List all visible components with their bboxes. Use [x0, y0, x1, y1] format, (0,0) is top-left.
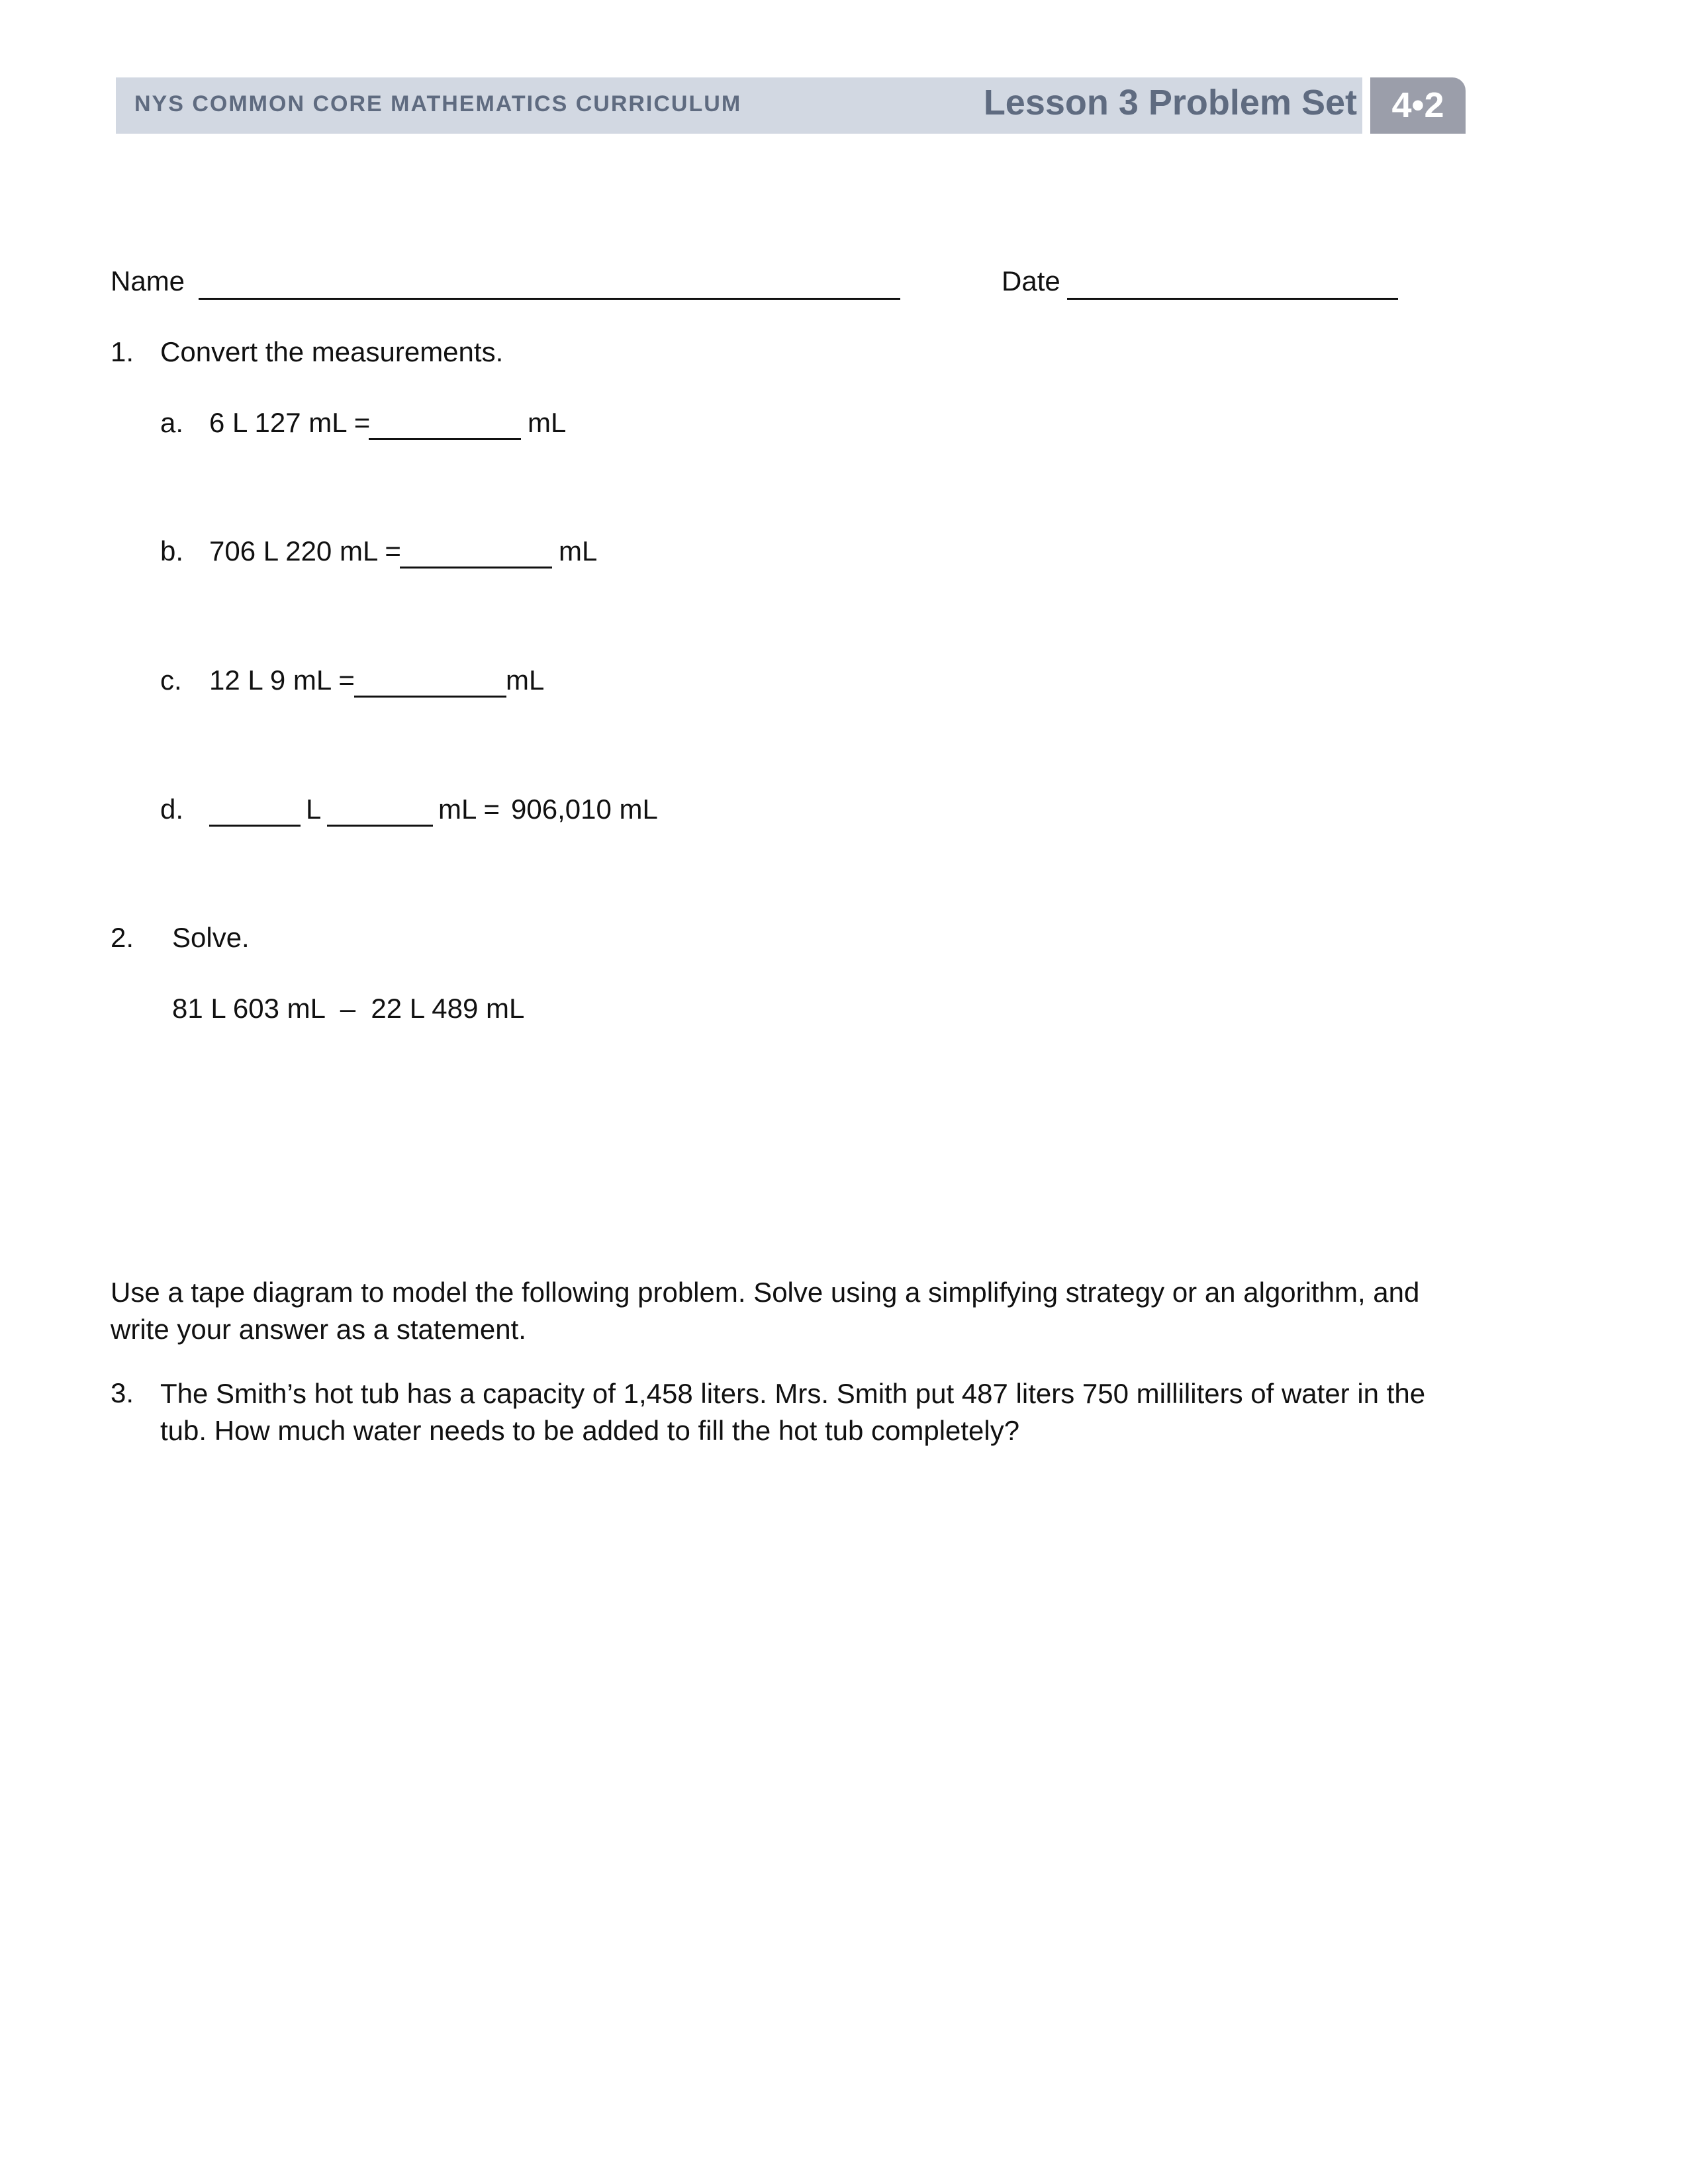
- item-d-liters-blank[interactable]: [209, 799, 301, 827]
- lesson-title: Lesson 3 Problem Set: [983, 83, 1357, 122]
- problem-2-expression: 81 L 603 mL – 22 L 489 mL: [172, 993, 525, 1024]
- date-field[interactable]: [1067, 273, 1398, 300]
- problem-3-line-2: tub. How much water needs to be added to fill the hot tub completely?: [160, 1415, 1020, 1446]
- problem-1-number: 1.: [111, 336, 134, 367]
- problem-3-number: 3.: [111, 1377, 134, 1408]
- name-field[interactable]: [199, 273, 900, 300]
- item-b-suffix: mL: [559, 535, 598, 567]
- name-label: Name: [111, 265, 185, 296]
- item-c-suffix: mL: [506, 664, 545, 696]
- item-a-suffix: mL: [528, 407, 567, 438]
- item-b-prefix: 706 L 220 mL =: [209, 535, 401, 567]
- item-c-answer-blank[interactable]: [354, 670, 506, 698]
- item-c-prefix: 12 L 9 mL =: [209, 664, 355, 696]
- item-d-unit-ml: mL =: [438, 794, 500, 825]
- work-area[interactable]: [111, 1482, 1468, 2078]
- item-d-value: 906,010 mL: [511, 794, 658, 825]
- item-b-answer-blank[interactable]: [400, 541, 552, 569]
- item-a-letter: a.: [160, 407, 184, 438]
- item-b-letter: b.: [160, 535, 184, 567]
- item-d-letter: d.: [160, 794, 184, 825]
- item-a-answer-blank[interactable]: [369, 413, 521, 440]
- problem-2-instruction: Solve.: [172, 922, 250, 953]
- item-a-prefix: 6 L 127 mL =: [209, 407, 371, 438]
- problem-2-number: 2.: [111, 922, 134, 953]
- item-d-unit-l: L: [306, 794, 322, 825]
- problem-3-line-1: The Smith’s hot tub has a capacity of 1,458 liters. Mrs. Smith put 487 liters 750 milliliters of water in the: [160, 1378, 1426, 1409]
- date-label: Date: [1002, 265, 1060, 296]
- header-divider: [1362, 77, 1370, 134]
- tape-diagram-instructions: [111, 1274, 1501, 1348]
- tape-instructions-line-2: write your answer as a statement.: [111, 1314, 526, 1345]
- module-badge: 4•2: [1370, 77, 1466, 134]
- item-c-letter: c.: [160, 664, 182, 696]
- problem-3-text: [160, 1375, 1517, 1449]
- tape-instructions-line-1: Use a tape diagram to model the following problem. Solve using a simplifying strategy or an algorithm, and: [111, 1277, 1420, 1308]
- item-d-milliliters-blank[interactable]: [327, 799, 433, 827]
- problem-1-instruction: Convert the measurements.: [160, 336, 504, 367]
- curriculum-title: NYS COMMON CORE MATHEMATICS CURRICULUM: [134, 91, 742, 116]
